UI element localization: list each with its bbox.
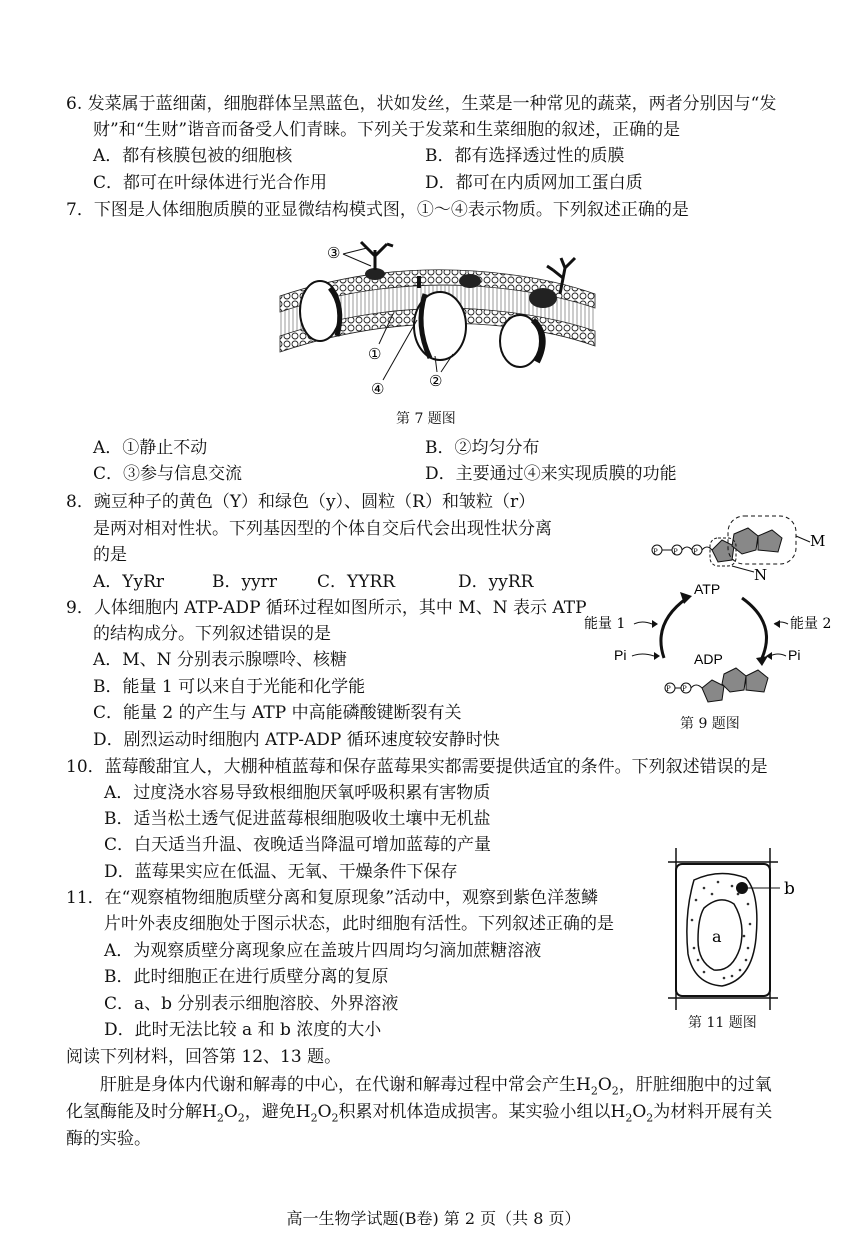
q10-option-d: D．蓝莓果实应在低温、无氧、干燥条件下保存 bbox=[104, 862, 458, 882]
label-4: ④ bbox=[371, 380, 385, 398]
q8-option-c: C．YYRR bbox=[317, 572, 396, 592]
q7-stem: 7．下图是人体细胞质膜的亚显微结构模式图，①～④表示物质。下列叙述正确的是 bbox=[66, 200, 689, 220]
q10-option-a: A．过度浇水容易导致根细胞厌氧呼吸积累有害物质 bbox=[104, 783, 491, 803]
q11-stem-line2: 片叶外表皮细胞处于图示状态，此时细胞有活性。下列叙述正确的是 bbox=[104, 914, 614, 934]
page-footer: 高一生物学试题(B卷) 第 2 页（共 8 页） bbox=[286, 1209, 581, 1228]
q7-option-a: A．①静止不动 bbox=[93, 438, 208, 458]
reading-intro: 阅读下列材料，回答第 12、13 题。 bbox=[66, 1047, 342, 1067]
svg-text:P: P bbox=[666, 685, 671, 693]
svg-text:能量 2: 能量 2 bbox=[790, 616, 832, 632]
svg-text:能量 1: 能量 1 bbox=[584, 616, 626, 632]
q10-stem: 10．蓝莓酸甜宜人，大棚种植蓝莓和保存蓝莓果实都需要提供适宜的条件。下列叙述错误的是 bbox=[66, 757, 768, 777]
q11-figure-caption: 第 11 题图 bbox=[688, 1015, 757, 1031]
q11-stem-line1: 11．在“观察植物细胞质壁分离和复原现象”活动中，观察到紫色洋葱鳞 bbox=[66, 888, 599, 908]
svg-text:P: P bbox=[682, 685, 687, 693]
svg-text:M: M bbox=[810, 532, 826, 550]
q8-stem-line1: 8．豌豆种子的黄色（Y）和绿色（y）、圆粒（R）和皱粒（r） bbox=[66, 492, 536, 512]
q11-option-d: D．此时无法比较 a 和 b 浓度的大小 bbox=[104, 1020, 382, 1040]
svg-text:N: N bbox=[754, 566, 768, 584]
label-2: ② bbox=[429, 372, 443, 390]
label-a: a bbox=[712, 927, 722, 946]
plasmolysis-cell-figure bbox=[668, 848, 808, 1010]
label-b: b bbox=[784, 879, 795, 899]
svg-text:P: P bbox=[653, 548, 658, 556]
q7-option-d: D．主要通过④来实现质膜的功能 bbox=[425, 464, 677, 484]
q9-figure-caption: 第 9 题图 bbox=[680, 716, 740, 732]
q10-option-c: C．白天适当升温、夜晚适当降温可增加蓝莓的产量 bbox=[104, 835, 492, 855]
q9-option-c: C．能量 2 的产生与 ATP 中高能磷酸键断裂有关 bbox=[93, 703, 462, 723]
atp-adp-cycle-figure bbox=[582, 508, 842, 723]
q6-option-a: A．都有核膜包被的细胞核 bbox=[93, 146, 293, 166]
cell-membrane-figure bbox=[275, 236, 600, 406]
q8-option-b: B．yyrr bbox=[212, 572, 277, 592]
q6-option-c: C．都可在叶绿体进行光合作用 bbox=[93, 173, 328, 193]
q7-option-b: B．②均匀分布 bbox=[425, 438, 540, 458]
svg-text:Pi: Pi bbox=[614, 647, 627, 663]
svg-text:P: P bbox=[693, 548, 698, 556]
q9-stem-line2: 的结构成分。下列叙述错误的是 bbox=[93, 624, 331, 644]
svg-text:Pi: Pi bbox=[788, 647, 801, 663]
svg-text:P: P bbox=[673, 548, 678, 556]
q9-option-b: B．能量 1 可以来自于光能和化学能 bbox=[93, 677, 366, 697]
q11-option-a: A．为观察质壁分离现象应在盖玻片四周均匀滴加蔗糖溶液 bbox=[104, 941, 542, 961]
reading-paragraph-line2: 化氢酶能及时分解$H_2O_2$，避免$H_2O_2$积累对机体造成损害。某实验小组以$H_2O_2$为材料开展有关 bbox=[66, 1102, 773, 1125]
q8-option-d: D．yyRR bbox=[458, 572, 534, 592]
q9-stem-line1: 9．人体细胞内 ATP-ADP 循环过程如图所示，其中 M、N 表示 ATP bbox=[66, 598, 587, 618]
q6-stem-line2: 财”和“生财”谐音而备受人们青睐。下列关于发菜和生菜细胞的叙述，正确的是 bbox=[93, 120, 681, 140]
svg-text:ADP: ADP bbox=[694, 651, 723, 667]
q7-figure-caption: 第 7 题图 bbox=[396, 411, 456, 427]
q8-stem-line3: 的是 bbox=[93, 545, 127, 565]
q8-stem-line2: 是两对相对性状。下列基因型的个体自交后代会出现性状分离 bbox=[93, 519, 552, 539]
label-3: ③ bbox=[327, 244, 341, 262]
q11-option-b: B．此时细胞正在进行质壁分离的复原 bbox=[104, 967, 389, 987]
q9-option-a: A．M、N 分别表示腺嘌呤、核糖 bbox=[93, 650, 347, 670]
label-1: ① bbox=[368, 345, 382, 363]
reading-paragraph-line3: 酶的实验。 bbox=[66, 1129, 151, 1149]
q8-option-a: A．YyRr bbox=[93, 572, 165, 592]
svg-text:ATP: ATP bbox=[694, 581, 721, 597]
q6-option-d: D．都可在内质网加工蛋白质 bbox=[425, 173, 643, 193]
q10-option-b: B．适当松土透气促进蓝莓根细胞吸收土壤中无机盐 bbox=[104, 809, 491, 829]
q11-option-c: C．a、b 分别表示细胞溶胶、外界溶液 bbox=[104, 994, 399, 1014]
q9-option-d: D．剧烈运动时细胞内 ATP-ADP 循环速度较安静时快 bbox=[93, 730, 500, 750]
q6-stem-line1: 6. 发菜属于蓝细菌，细胞群体呈黑蓝色，状如发丝，生菜是一种常见的蔬菜，两者分别因与“发 bbox=[66, 94, 777, 114]
q6-option-b: B．都有选择透过性的质膜 bbox=[425, 146, 625, 166]
q7-option-c: C．③参与信息交流 bbox=[93, 464, 243, 484]
reading-paragraph-line1: 肝脏是身体内代谢和解毒的中心，在代谢和解毒过程中常会产生$H_2O_2$，肝脏细胞中的过氧 bbox=[100, 1075, 772, 1098]
